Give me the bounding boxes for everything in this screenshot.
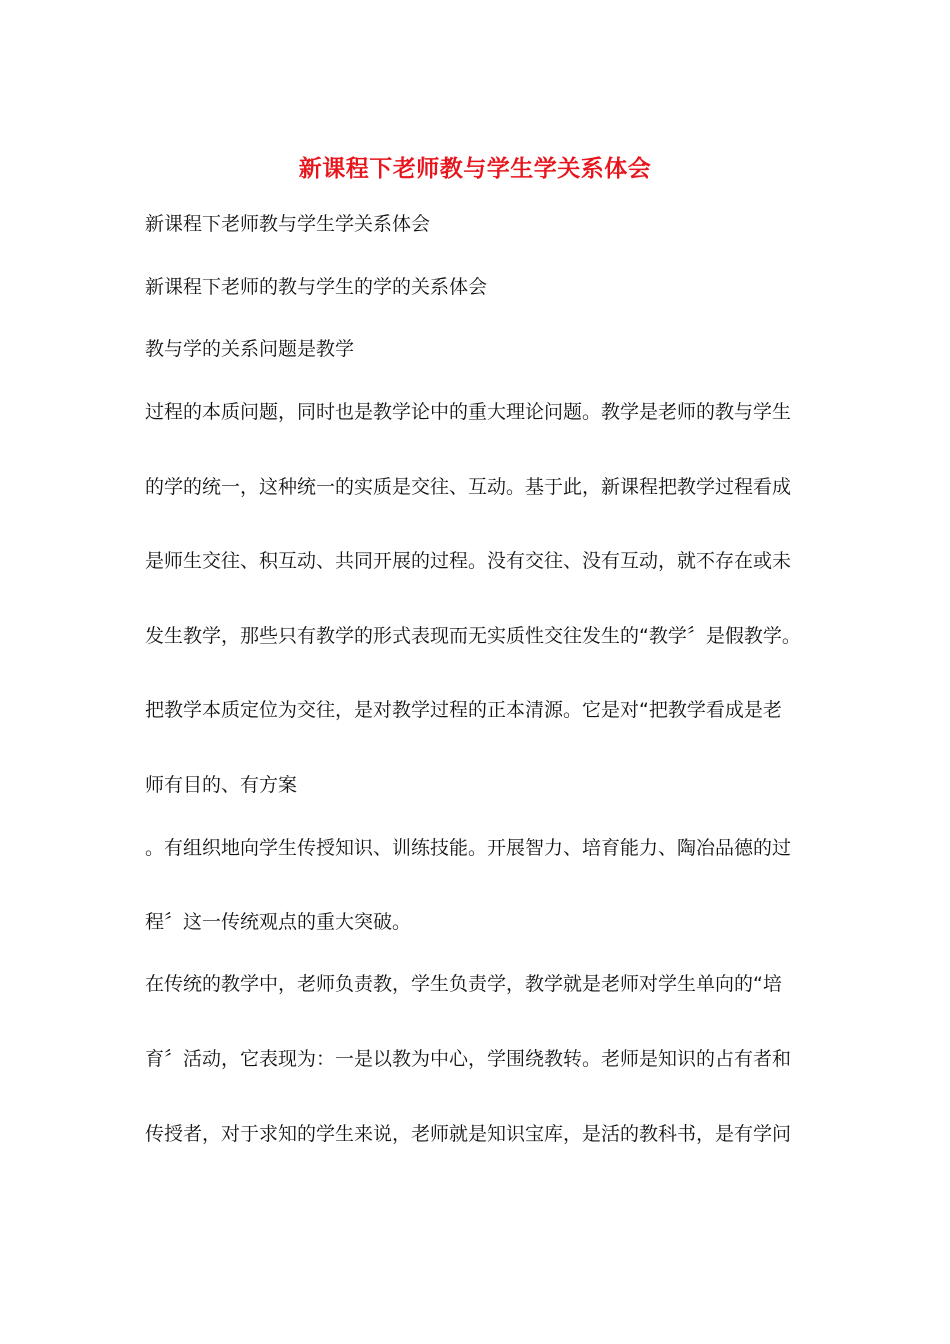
- text-line: 是师生交往、积互动、共同开展的过程。没有交往、没有互动，就不存在或未: [145, 550, 792, 572]
- text-line: 的学的统一，这种统一的实质是交往、互动。基于此，新课程把教学过程看成: [145, 476, 792, 498]
- text-line: 育〞活动，它表现为：一是以教为中心，学围绕教转。老师是知识的占有者和: [145, 1048, 792, 1070]
- text-line: 程〞这一传统观点的重大突破。: [145, 911, 412, 933]
- text-line: 师有目的、有方案: [145, 774, 298, 796]
- text-line: 传授者，对于求知的学生来说，老师就是知识宝库，是活的教科书，是有学问: [145, 1123, 792, 1145]
- text-line: 教与学的关系问题是教学: [145, 338, 355, 360]
- text-line: 新课程下老师教与学生学关系体会: [145, 213, 431, 235]
- document-title: 新课程下老师教与学生学关系体会: [298, 156, 652, 182]
- text-line: 。有组织地向学生传授知识、训练技能。开展智力、培育能力、陶冶品德的过: [145, 837, 792, 859]
- text-line: 发生教学，那些只有教学的形式表现而无实质性交往发生的“教学〞是假教学。: [145, 625, 801, 647]
- text-line: 在传统的教学中，老师负责教，学生负责学，教学就是老师对学生单向的“培: [145, 973, 782, 995]
- text-line: 新课程下老师的教与学生的学的关系体会: [145, 276, 488, 298]
- text-line: 过程的本质问题，同时也是教学论中的重大理论问题。教学是老师的教与学生: [145, 401, 792, 423]
- text-line: 把教学本质定位为交往，是对教学过程的正本清源。它是对“把教学看成是老: [145, 699, 782, 721]
